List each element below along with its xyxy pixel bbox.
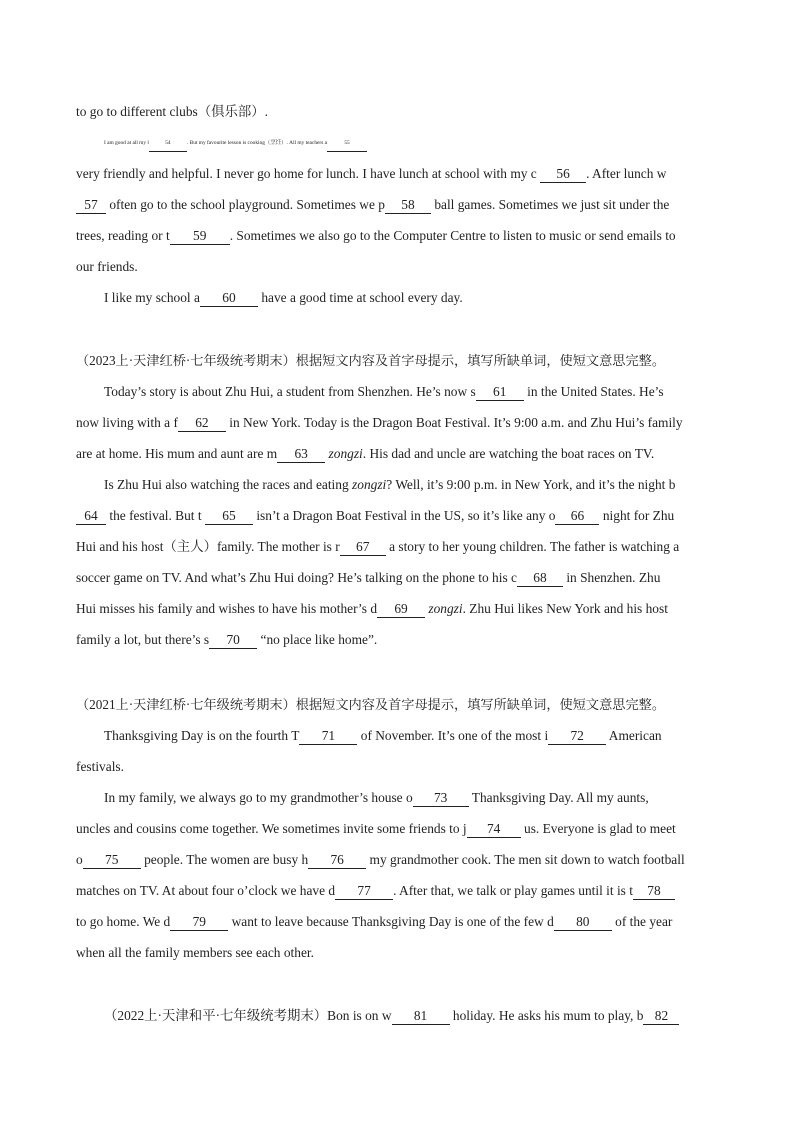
answer-blank-70[interactable]: 70	[209, 632, 257, 649]
text: ? Well, it’s 9:00 p.m. in New York, and it’s the night b	[386, 477, 676, 492]
text: us. Everyone is glad to meet	[524, 821, 676, 836]
text: often go to the school playground. Sometimes we p	[109, 197, 385, 212]
text: very friendly and helpful. I never go home for lunch. I have lunch at school with my c	[76, 166, 537, 181]
passage1-line5	[76, 258, 138, 276]
passage2-line3	[76, 445, 654, 463]
text: people. The women are busy h	[144, 852, 309, 867]
passage3-line3	[76, 789, 649, 807]
text: now living with a f	[76, 415, 178, 430]
text: trees, reading or t	[76, 228, 170, 243]
text: to go to different clubs（俱乐部）.	[76, 104, 269, 119]
text: my grandmother cook. The men sit down to watch football	[369, 852, 685, 867]
text: to go home. We d	[76, 914, 171, 929]
passage3-line1	[76, 727, 662, 745]
text: festivals.	[76, 759, 124, 774]
answer-blank-72[interactable]: 72	[548, 728, 606, 745]
text: o	[76, 852, 83, 867]
passage4-line1	[76, 1007, 679, 1025]
text: In my family, we always go to my grandmother’s house o	[104, 790, 413, 805]
answer-blank-69[interactable]: 69	[377, 601, 425, 618]
text: have a good time at school every day.	[261, 290, 463, 305]
answer-blank-80[interactable]: 80	[554, 914, 612, 931]
text: of November. It’s one of the most i	[360, 728, 549, 743]
text: matches on TV. At about four o’clock we have d	[76, 883, 336, 898]
text: . Sometimes we also go to the Computer Centre to listen to music or send emails to	[229, 228, 676, 243]
passage3-line5	[76, 851, 685, 869]
text: isn’t a Dragon Boat Festival in the US, so it’s like any o	[256, 508, 556, 523]
text: Hui and his host（主人）family. The mother is r	[76, 539, 340, 554]
text: Thanksgiving Day. All my aunts,	[471, 790, 649, 805]
answer-blank-66[interactable]: 66	[555, 508, 599, 525]
text: in Shenzhen. Zhu	[566, 570, 661, 585]
text: soccer game on TV. And what’s Zhu Hui doing? He’s talking on the phone to his c	[76, 570, 517, 585]
passage2-line4	[76, 476, 675, 494]
answer-blank-79[interactable]: 79	[170, 914, 228, 931]
text: （2021上·天津红桥·七年级统考期末）根据短文内容及首字母提示，填写所缺单词，使短文意思完整。	[76, 697, 666, 712]
passage2-line1	[76, 383, 664, 401]
text: our friends.	[76, 259, 138, 274]
answer-blank-54[interactable]: 54	[149, 135, 187, 152]
text: （2022上·天津和平·七年级统考期末）Bon is on w	[104, 1008, 392, 1023]
answer-blank-61[interactable]: 61	[476, 384, 524, 401]
passage2-line8	[76, 600, 668, 618]
answer-blank-64[interactable]: 64	[76, 508, 106, 525]
text: . After lunch w	[586, 166, 667, 181]
text: in the United States. He’s	[527, 384, 664, 399]
text: Hui misses his family and wishes to have his mother’s d	[76, 601, 378, 616]
passage2-line2	[76, 414, 683, 432]
answer-blank-81[interactable]: 81	[392, 1008, 450, 1025]
answer-blank-82[interactable]: 82	[643, 1008, 679, 1025]
passage3-line8	[76, 944, 314, 962]
text: . But my favourite lesson is cooking（烹饪）. All my teachers a	[186, 140, 328, 146]
answer-blank-76[interactable]: 76	[308, 852, 366, 869]
text: American	[608, 728, 662, 743]
text-italic: zongzi	[352, 477, 387, 492]
text: a story to her young children. The father is watching a	[389, 539, 680, 554]
answer-blank-73[interactable]: 73	[413, 790, 469, 807]
text: I like my school a	[104, 290, 200, 305]
passage2-line5	[76, 507, 674, 525]
text: uncles and cousins come together. We sometimes invite some friends to j	[76, 821, 467, 836]
passage3-line4	[76, 820, 676, 838]
passage3-line2	[76, 758, 124, 776]
text: want to leave because Thanksgiving Day is one of the few d	[231, 914, 554, 929]
text: the festival. But t	[109, 508, 202, 523]
text: Today’s story is about Zhu Hui, a student from Shenzhen. He’s now s	[104, 384, 476, 399]
answer-blank-67[interactable]: 67	[340, 539, 386, 556]
text: I am good at all my l	[104, 140, 149, 146]
text: . His dad and uncle are watching the boat races on TV.	[362, 446, 655, 461]
answer-blank-55[interactable]: 55	[327, 135, 367, 152]
passage1-line1	[76, 134, 746, 152]
passage3-line6	[76, 882, 675, 900]
answer-blank-63[interactable]: 63	[277, 446, 325, 463]
passage1-line3	[76, 196, 669, 214]
passage3-header	[76, 696, 665, 714]
passage2-line9	[76, 631, 377, 649]
text-italic: zongzi	[328, 446, 363, 461]
answer-blank-62[interactable]: 62	[178, 415, 226, 432]
text: holiday. He asks his mum to play, b	[452, 1008, 644, 1023]
text: Is Zhu Hui also watching the races and eating	[104, 477, 353, 492]
text: “no place like home”.	[260, 632, 378, 647]
text: of the year	[615, 914, 673, 929]
passage1-line0	[76, 103, 268, 121]
text: are at home. His mum and aunt are m	[76, 446, 278, 461]
answer-blank-56[interactable]: 56	[540, 166, 586, 183]
text: family a lot, but there’s s	[76, 632, 210, 647]
text: Thanksgiving Day is on the fourth T	[104, 728, 300, 743]
answer-blank-65[interactable]: 65	[205, 508, 253, 525]
passage2-line6	[76, 538, 679, 556]
text-italic: zongzi	[428, 601, 463, 616]
text: when all the family members see each other.	[76, 945, 314, 960]
answer-blank-57[interactable]: 57	[76, 197, 106, 214]
passage1-line2	[76, 165, 666, 183]
passage1-line6	[76, 289, 463, 307]
text: . After that, we talk or play games until it is t	[393, 883, 633, 898]
answer-blank-74[interactable]: 74	[467, 821, 521, 838]
answer-blank-59[interactable]: 59	[170, 228, 230, 245]
text: ball games. Sometimes we just sit under the	[434, 197, 670, 212]
text: night for Zhu	[602, 508, 675, 523]
answer-blank-78[interactable]: 78	[633, 883, 675, 900]
answer-blank-68[interactable]: 68	[517, 570, 563, 587]
answer-blank-75[interactable]: 75	[83, 852, 141, 869]
passage3-line7	[76, 913, 672, 931]
text: . Zhu Hui likes New York and his host	[462, 601, 668, 616]
answer-blank-60[interactable]: 60	[200, 290, 258, 307]
text: in New York. Today is the Dragon Boat Festival. It’s 9:00 a.m. and Zhu Hui’s family	[229, 415, 683, 430]
passage2-line7	[76, 569, 660, 587]
answer-blank-58[interactable]: 58	[385, 197, 431, 214]
text: （2023上·天津红桥·七年级统考期末）根据短文内容及首字母提示，填写所缺单词，使短文意思完整。	[76, 353, 666, 368]
answer-blank-77[interactable]: 77	[335, 883, 393, 900]
passage1-line4	[76, 227, 676, 245]
answer-blank-71[interactable]: 71	[299, 728, 357, 745]
passage2-header	[76, 352, 665, 370]
